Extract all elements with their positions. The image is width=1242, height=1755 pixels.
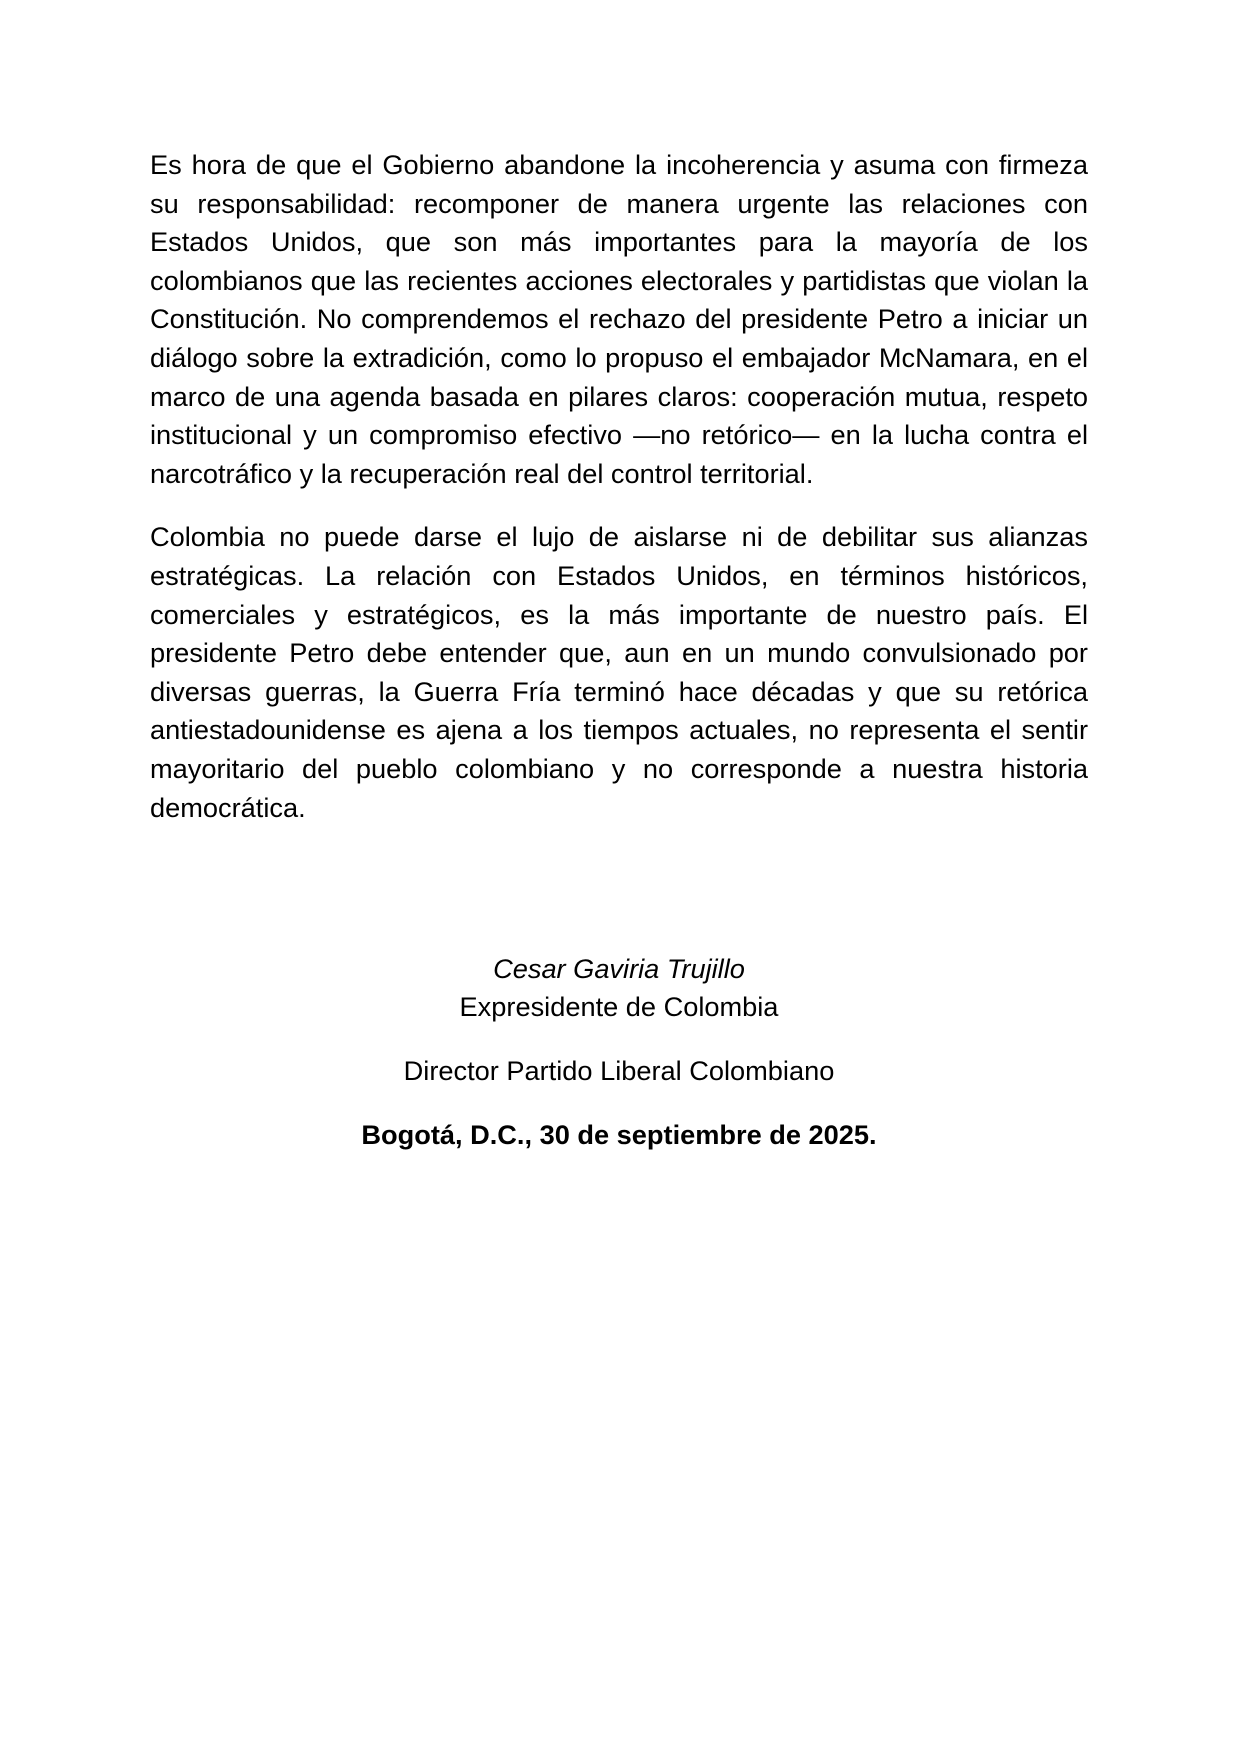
paragraph-relations-us: Es hora de que el Gobierno abandone la incoherencia y asuma con firmeza su responsabilidad: recomponer de manera urgente las relaciones con Estados Unidos, que son más importantes para la mayoría de los colombianos que las recientes acciones electorales y partidistas que violan la Constitución. No comprendemos el rechazo del presidente Petro a iniciar un diálogo sobre la extradición, como lo propuso el embajador McNamara, en el marco de una agenda basada en pilares claros: cooperación mutua, respeto institucional y un compromiso efectivo —no retórico— en la lucha contra el narcotráfico y la recuperación real del control territorial. [150, 149, 1088, 489]
signatory-title: Expresidente de Colombia [459, 991, 779, 1022]
place-and-date: Bogotá, D.C., 30 de septiembre de 2025. [361, 1119, 877, 1150]
paragraph-strategic-alliances: Colombia no puede darse el lujo de aislarse ni de debilitar sus alianzas estratégicas. La relación con Estados Unidos, en términos históricos, comerciales y estratégicos, es la más importante de nuestro país. El presidente Petro debe entender que, aun en un mundo convulsionado por diversas guerras, la Guerra Fría terminó hace décadas y que su retórica antiestadounidense es ajena a los tiempos actuales, no representa el sentir mayoritario del pueblo colombiano y no corresponde a nuestra historia democrática. [150, 521, 1088, 823]
signatory-role: Director Partido Liberal Colombiano [403, 1055, 835, 1086]
document-body [150, 146, 1088, 852]
signatory-name: Cesar Gaviria Trujillo [493, 953, 745, 984]
signature-block [150, 950, 1088, 1154]
